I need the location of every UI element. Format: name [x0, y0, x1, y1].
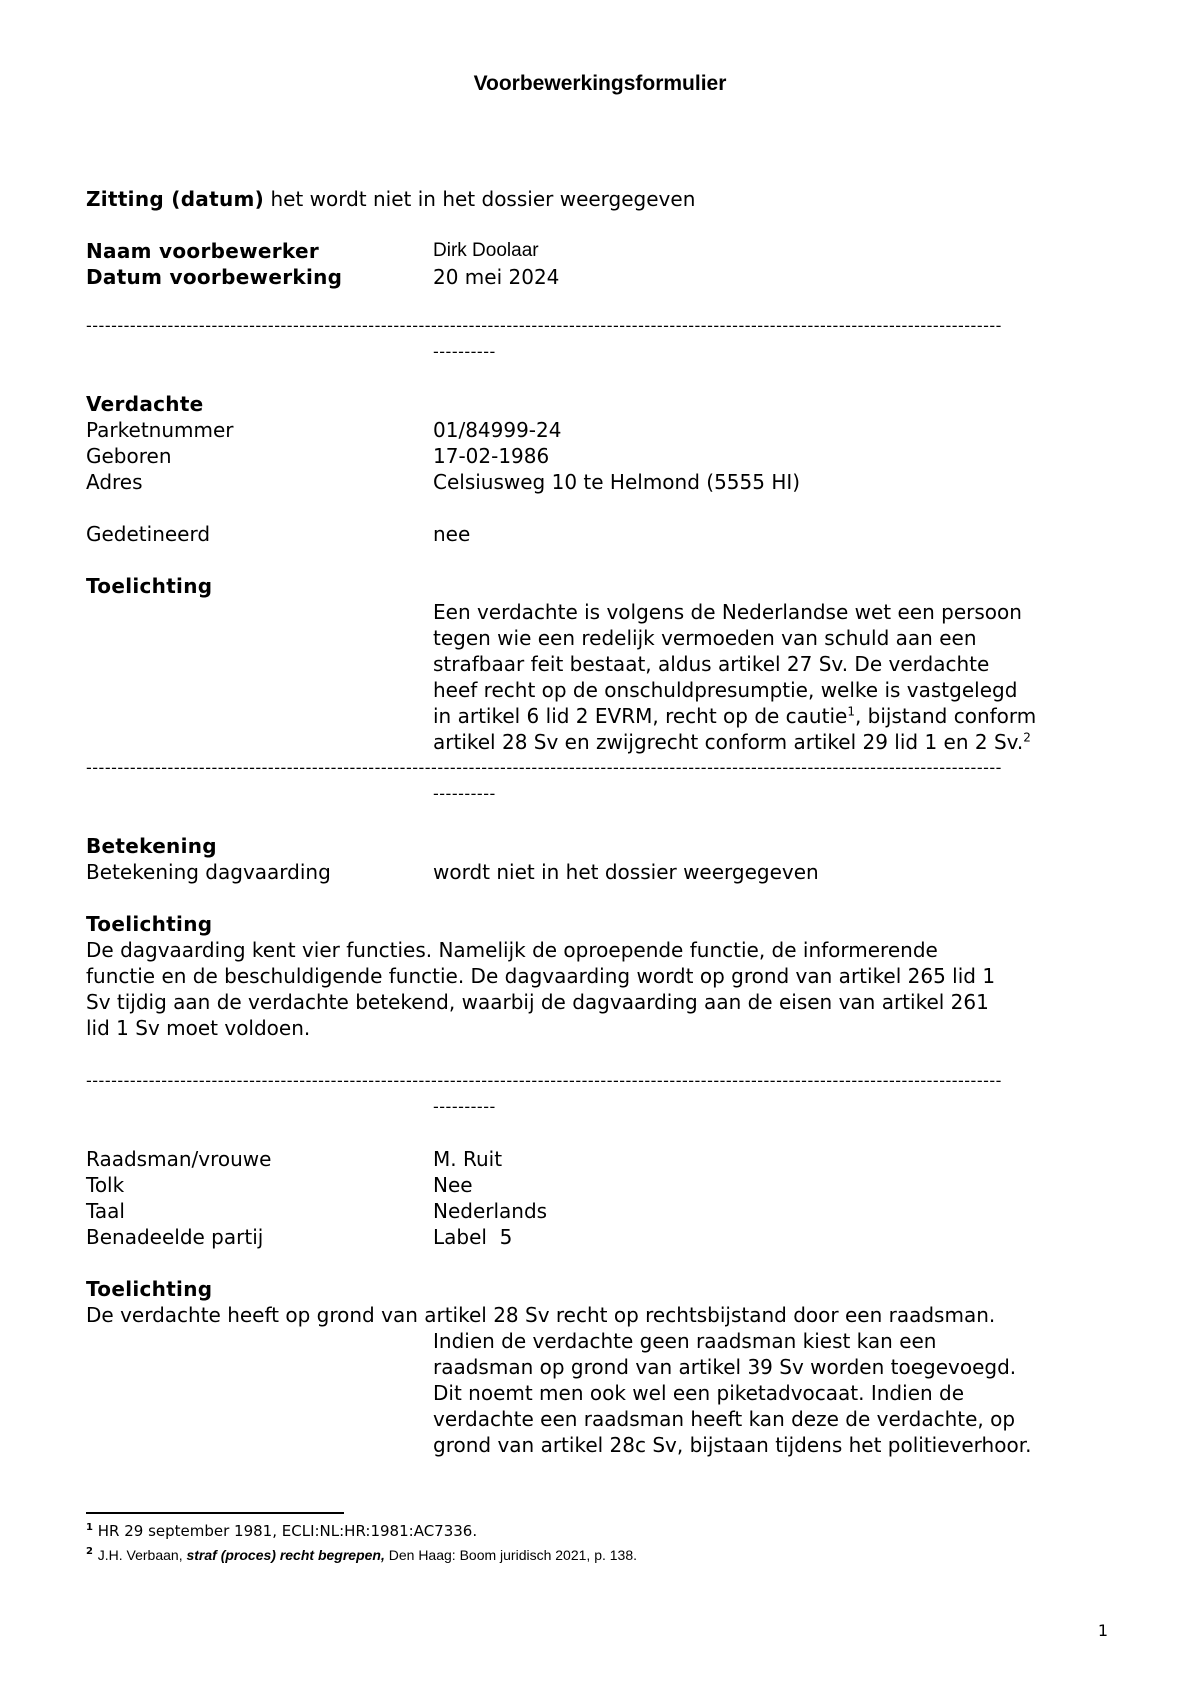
raadsman-toelichting-line: verdachte een raadsman heeft kan deze de verdachte, op: [433, 1407, 1016, 1431]
footnote-text: J.H. Verbaan,: [97, 1547, 187, 1563]
betekening-dagvaarding-value: wordt niet in het dossier weergegeven: [433, 860, 819, 884]
verdachte-toelichting-line: strafbaar feit bestaat, aldus artikel 27 Sv. De verdachte: [433, 652, 990, 676]
betekening-dagvaarding-label: Betekening dagvaarding: [86, 860, 331, 884]
raadsman-label: Raadsman/vrouwe: [86, 1147, 272, 1171]
verdachte-toelichting-line: tegen wie een redelijk vermoeden van schuld aan een: [433, 626, 977, 650]
footnote-text: HR 29 september 1981, ECLI:NL:HR:1981:AC7336.: [97, 1522, 478, 1540]
toelichting-text: in artikel 6 lid 2 EVRM, recht op de cautie: [433, 704, 848, 728]
footnote-number: 2: [86, 1546, 93, 1557]
raadsman-value: M. Ruit: [433, 1147, 503, 1171]
taal-value: Nederlands: [433, 1199, 548, 1223]
geboren-value: 17-02-1986: [433, 444, 550, 468]
divider-long: --------------------------------------------------------------------------------------------------------------------------------------------------: [86, 1071, 1002, 1090]
verdachte-heading: Verdachte: [86, 392, 204, 416]
zitting-value: het wordt niet in het dossier weergegeven: [270, 187, 696, 211]
parketnummer-label: Parketnummer: [86, 418, 234, 442]
footnote-ref-1[interactable]: 1: [847, 704, 855, 719]
footnote-1: [86, 1521, 477, 1541]
raadsman-toelichting-line: De verdachte heeft op grond van artikel 28 Sv recht op rechtsbijstand door een raadsman.: [86, 1303, 996, 1327]
verdachte-toelichting-line: [433, 729, 1031, 755]
parketnummer-value: 01/84999-24: [433, 418, 562, 442]
datum-voorbewerking-value: 20 mei 2024: [433, 265, 560, 289]
document-title: Voorbewerkingsformulier: [473, 72, 727, 95]
divider-long: --------------------------------------------------------------------------------------------------------------------------------------------------: [86, 758, 1002, 777]
naam-voorbewerker-value: Dirk Doolaar: [433, 240, 539, 261]
taal-label: Taal: [86, 1199, 125, 1223]
betekening-toelichting-line: functie en de beschuldigende functie. De dagvaarding wordt op grond van artikel 265 lid 1: [86, 964, 996, 988]
raadsman-toelichting-heading: Toelichting: [86, 1277, 213, 1301]
tolk-label: Tolk: [86, 1173, 125, 1197]
raadsman-toelichting-line: Dit noemt men ook wel een piketadvocaat. Indien de: [433, 1381, 965, 1405]
footnote-title: straf (proces) recht begrepen,: [186, 1547, 385, 1563]
raadsman-toelichting-line: Indien de verdachte geen raadsman kiest kan een: [433, 1329, 937, 1353]
verdachte-toelichting-heading: Toelichting: [86, 574, 213, 598]
gedetineerd-label: Gedetineerd: [86, 522, 211, 546]
adres-label: Adres: [86, 470, 143, 494]
verdachte-toelichting-line: heef recht op de onschuldpresumptie, welke is vastgelegd: [433, 678, 1018, 702]
footnote-number: 1: [86, 1522, 93, 1533]
betekening-toelichting-line: lid 1 Sv moet voldoen.: [86, 1016, 311, 1040]
divider-short: ----------: [433, 784, 496, 803]
footnote-ref-2[interactable]: 2: [1023, 730, 1031, 745]
divider-short: ----------: [433, 342, 496, 361]
toelichting-text: , bijstand conform: [854, 704, 1037, 728]
verdachte-toelichting-line: [433, 703, 1036, 729]
divider-short: ----------: [433, 1097, 496, 1116]
footnote-text: Den Haag: Boom juridisch 2021, p. 138.: [384, 1547, 638, 1563]
page-number: 1: [1097, 1621, 1108, 1640]
verdachte-toelichting-line: Een verdachte is volgens de Nederlandse wet een persoon: [433, 600, 1022, 624]
naam-voorbewerker-label: Naam voorbewerker: [86, 239, 319, 263]
betekening-toelichting-heading: Toelichting: [86, 912, 213, 936]
benadeelde-partij-value: Label 5: [433, 1225, 513, 1249]
betekening-toelichting-line: Sv tijdig aan de verdachte betekend, waarbij de dagvaarding aan de eisen van artikel 261: [86, 990, 989, 1014]
gedetineerd-value: nee: [433, 522, 471, 546]
footnote-separator: [86, 1512, 344, 1514]
benadeelde-partij-label: Benadeelde partij: [86, 1225, 264, 1249]
zitting-label: Zitting (datum): [86, 187, 265, 211]
raadsman-toelichting-line: grond van artikel 28c Sv, bijstaan tijdens het politieverhoor.: [433, 1433, 1032, 1457]
zitting-line: [86, 186, 695, 212]
divider-long: --------------------------------------------------------------------------------------------------------------------------------------------------: [86, 316, 1002, 335]
footnote-2: [86, 1545, 637, 1565]
toelichting-text: artikel 28 Sv en zwijgrecht conform artikel 29 lid 1 en 2 Sv.: [433, 730, 1024, 754]
adres-value: Celsiusweg 10 te Helmond (5555 HI): [433, 470, 801, 494]
tolk-value: Nee: [433, 1173, 473, 1197]
geboren-label: Geboren: [86, 444, 172, 468]
datum-voorbewerking-label: Datum voorbewerking: [86, 265, 343, 289]
betekening-heading: Betekening: [86, 834, 217, 858]
betekening-toelichting-line: De dagvaarding kent vier functies. Namelijk de oproepende functie, de informerende: [86, 938, 938, 962]
raadsman-toelichting-line: raadsman op grond van artikel 39 Sv worden toegevoegd.: [433, 1355, 1017, 1379]
